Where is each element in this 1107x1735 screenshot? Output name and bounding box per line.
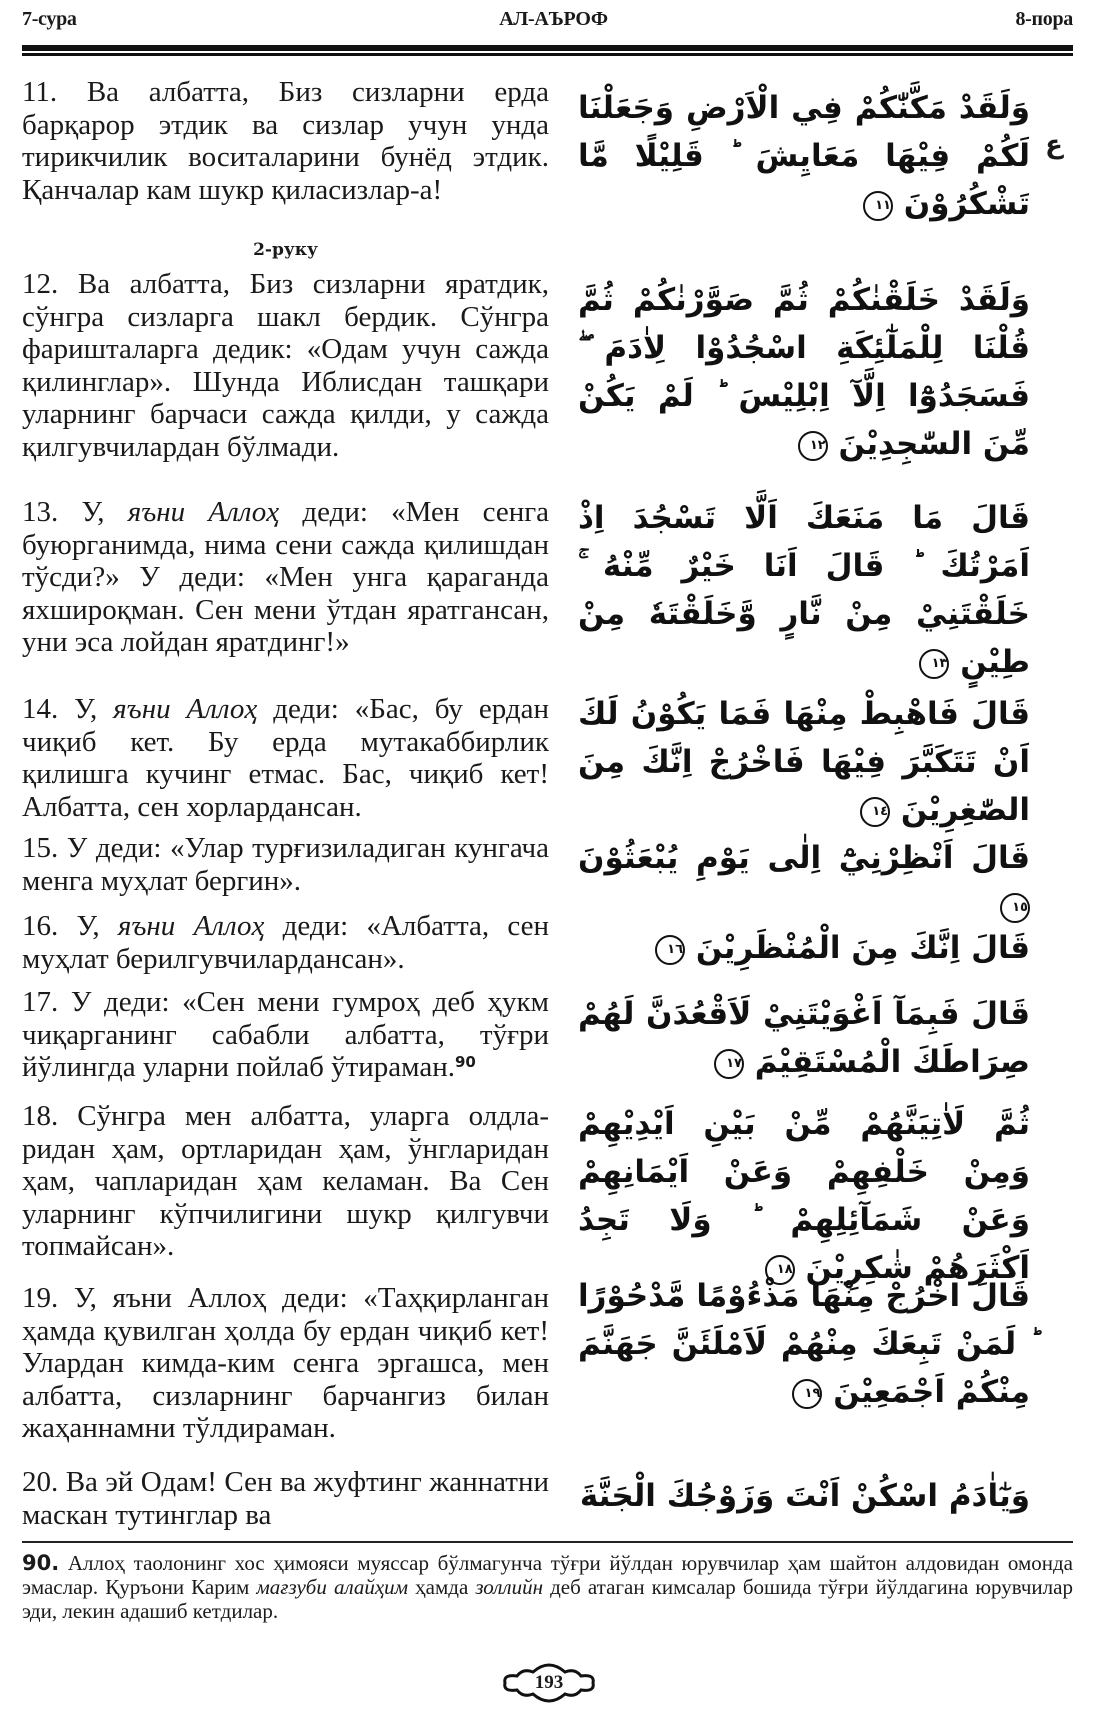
verse-15-translation: 15. У деди: «Улар турғизиладиган кунгача менга муҳлат бергин». [22,832,549,897]
verse-19-arabic: قَالَ اخْرُجْ مِنْهَا مَذْءُوْمًا مَّدْحُوْرًا ؕ لَمَنْ تَبِعَكَ مِنْهُمْ لَاَمْلَئَنَّ جَهَنَّمَ مِنْكُمْ اَجْمَعِيْنَ ١٩ [578,1278,1030,1410]
verse-20-translation: 20. Ва эй Одам! Сен ва жуфтинг жаннатни маскан тутинглар ва [22,1466,549,1531]
ayah-number-marker: ١٣ [919,649,949,679]
footnote-90: 90. Аллоҳ таолонинг хос ҳимояси муяссар бўлмагунча тўғри йўлдан юрувчилар ҳам шайтон алдовидан омонда эмаслар. Қуръони Карим мағзуби алайҳим ҳамда золлийн деб атаган кимсалар бошида тўғри йўлдагина юрувчилар эди, лекин адашиб кетдилар. [22,1551,1073,1623]
verse-17-translation: 17. У деди: «Сен мени гумроҳ деб ҳукм чиқарганинг сабабли албатта, тўғри йўлингда уларни пойлаб ўтираман.$^{90}$ [22,986,549,1083]
footnote-number: 90. [22,1551,60,1575]
ayah-number-marker: ١٤ [860,797,890,827]
verse-11-translation: 11. Ва албатта, Биз сизларни ерда барқарор этдик ва сизлар учун унда тирикчилик воситаларини бунёд этдик. Қанчалар кам шукр қиласизлар-а! [22,76,549,206]
verse-14-translation: 14. У, яъни Аллоҳ деди: «Бас, бу ердан чиқиб кет. Бу ерда мутакаббирлик қилишга кучинг етмас. Бас, чиқиб кет! Албатта, сен хорлардансан. [22,693,549,823]
verse-13-arabic: قَالَ مَا مَنَعَكَ اَلَّا تَسْجُدَ اِذْ اَمَرْتُكَ ؕ قَالَ اَنَا خَيْرٌ مِّنْهُ ۚ خَلَقْتَنِيْ مِنْ نَّارٍ وَّخَلَقْتَهٗ مِنْ طِيْنٍ ١٣ [578,500,1030,680]
ayah-number-marker: ١٩ [792,1379,822,1409]
verse-17-arabic: قَالَ فَبِمَآ اَغْوَيْتَنِيْ لَاَقْعُدَنَّ لَهُمْ صِرَاطَكَ الْمُسْتَقِيْمَ ١٧ [578,996,1030,1080]
verse-15-arabic: قَالَ اَنْظِرْنِيْٓ اِلٰى يَوْمِ يُبْعَثُوْنَ ١٥ [578,834,1030,930]
verse-18-translation: 18. Сўнгра мен албатта, уларга олдларидан ҳам, ортларидан ҳам, ўнгларидан ҳам, чапларидан ҳам келаман. Ва Сен уларнинг кўпчилигини шукр қилгувчи топмайсан». [22,1100,549,1262]
verse-12-arabic: وَلَقَدْ خَلَقْنٰكُمْ ثُمَّ صَوَّرْنٰكُمْ ثُمَّ قُلْنَا لِلْمَلٰٓئِكَةِ اسْجُدُوْا لِاٰدَمَ ۖ فَسَجَدُوْٓا اِلَّآ اِبْلِيْسَ ؕ لَمْ يَكُنْ مِّنَ السّٰجِدِيْنَ ١٢ [578,282,1030,462]
verse-18-arabic: ثُمَّ لَاٰتِيَنَّهُمْ مِّنْ بَيْنِ اَيْدِيْهِمْ وَمِنْ خَلْفِهِمْ وَعَنْ اَيْمَانِهِمْ وَعَنْ شَمَآئِلِهِمْ ؕ وَلَا تَجِدُ اَكْثَرَهُمْ شٰكِرِيْنَ ١٨ [578,1106,1030,1286]
italic-gloss: яъни Аллоҳ [127,496,280,528]
ayah-number-marker: ١٢ [798,431,828,461]
surah-label: 7-сура [22,8,77,30]
header-rule-thin [22,53,1073,56]
ayah-number-marker: ١٦ [655,935,685,965]
page-title: АЛ-АЪРОФ [499,8,608,30]
verse-14-arabic: قَالَ فَاهْبِطْ مِنْهَا فَمَا يَكُوْنُ لَكَ اَنْ تَتَكَبَّرَ فِيْهَا فَاخْرُجْ اِنَّكَ مِنَ الصّٰغِرِيْنَ ١٤ [578,696,1030,828]
verse-12-translation: 12. Ва албатта, Биз сизларни яратдик, сўнгра сизларга шакл бердик. Сўнгра фаришталарга дедик: «Одам учун сажда қилинглар». Шунда Иблисдан ташқари уларнинг барчаси сажда қилди, у сажда қилгувчилардан бўлмади. [22,268,549,463]
verse-16-arabic: قَالَ اِنَّكَ مِنَ الْمُنْظَرِيْنَ ١٦ [578,924,1030,972]
header-rule-thick [22,45,1073,51]
ruku-heading: 2-руку [253,240,318,260]
verse-20-arabic: وَيٰٓاٰدَمُ اسْكُنْ اَنْتَ وَزَوْجُكَ الْجَنَّةَ [579,1478,1030,1514]
verse-16-translation: 16. У, яъни Аллоҳ деди: «Албатта, сен муҳлат берилгувчилардансан». [22,910,549,975]
juz-label: 8-пора [1015,8,1073,30]
verse-11-arabic: وَلَقَدْ مَكَّنّٰكُمْ فِي الْاَرْضِ وَجَعَلْنَا لَكُمْ فِيْهَا مَعَايِشَ ؕ قَلِيْلًا مَّا تَشْكُرُوْنَ ١١ [578,90,1030,222]
ruku-marker-icon: ع [1045,130,1063,160]
verse-19-translation: 19. У, яъни Аллоҳ деди: «Таҳқирланган ҳамда қувилган ҳолда бу ердан чиқиб кет! Улардан кимда-ким сенга эргашса, мен албатта, сизларнинг барчангиз билан жаҳаннамни тўлдираман. [22,1282,549,1444]
ayah-number-marker: ١٧ [714,1049,744,1079]
ayah-number-marker: ١٨ [765,1255,795,1285]
footnote-ref[interactable]: 90 [454,1053,476,1071]
footnote-divider [22,1541,1073,1543]
verse-13-translation: 13. У, яъни Аллоҳ деди: «Мен сенга буюрганимда, нима сени сажда қилишдан тўсди?» У деди: «Мен унга қараганда яхшироқман. Сен мени ўтдан яратгансан, уни эса лойдан яратдинг!» [22,496,549,658]
ayah-number-marker: ١٥ [1000,893,1030,923]
italic-gloss: яъни Аллоҳ [117,910,265,942]
page-number: 193 [534,1672,564,1693]
ayah-number-marker: ١١ [863,191,893,221]
page-number-ornament [503,1660,595,1706]
italic-gloss: яъни Аллоҳ [113,693,258,725]
